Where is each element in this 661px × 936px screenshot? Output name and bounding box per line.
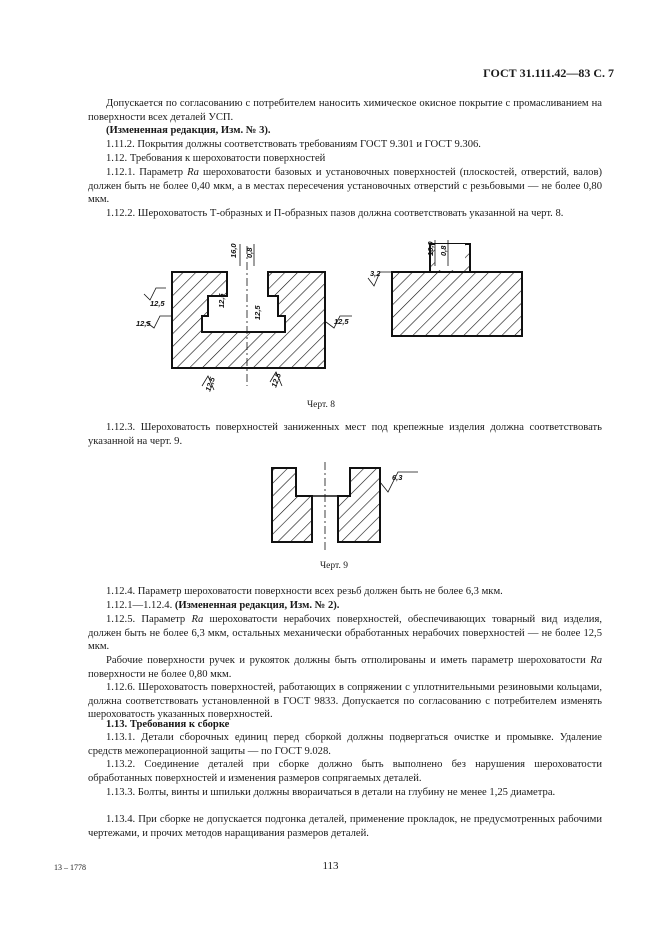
roughness-mark-bottom-125-b — [269, 371, 283, 389]
svg-text:12,5: 12,5 — [150, 299, 165, 308]
svg-text:12,5: 12,5 — [217, 293, 226, 308]
paragraph-handles: Рабочие поверхности ручек и рукояток должны быть отполированы и иметь параметр шероховатости Ra поверхности не более 0,80 мкм. — [88, 655, 602, 680]
roughness-mark-right-125 — [326, 316, 352, 328]
figure-9-caption: Черт. 9 — [320, 561, 348, 571]
figure-9 — [268, 462, 428, 552]
svg-text:12,5: 12,5 — [203, 375, 217, 393]
paragraph-1-12-6: 1.12.6. Шероховатость поверхностей, работающих в сопряжении с уплотнительными резиновыми кольцами, должна соответствовать установленной в ГОСТ 9833. Допускается по согласованию с потребителем изменять шероховатость указанных поверхностей. — [88, 682, 602, 721]
counterbore-left-wall — [272, 468, 312, 542]
roughness-mark-u-08 — [439, 245, 448, 256]
svg-text:12,5: 12,5 — [269, 371, 283, 389]
paragraph-coating: Допускается по согласованию с потребителем наносить химическое окисное покрытие с промасливанием на поверхности всех деталей УСП. — [88, 98, 602, 123]
paragraph-1-13-4: 1.13.4. При сборке не допускается подгонка деталей, применение прокладок, не предусмотренных рабочими чертежами, и прочих методов наращивания размеров деталей. — [88, 814, 602, 839]
roughness-mark-16 — [229, 243, 240, 266]
paragraph-1-12-4: 1.12.4. Параметр шероховатости поверхности всех резьб должен быть не более 6,3 мкм. — [106, 586, 503, 597]
counterbore-right-wall — [338, 468, 380, 542]
roughness-mark-08 — [245, 244, 254, 266]
paragraph-1-13-1: 1.13.1. Детали сборочных единиц перед сборкой должны подвергаться очистке и промывке. Удаление средств межоперационной защиты — по ГОСТ 9.028. — [88, 732, 602, 757]
svg-text:0,8: 0,8 — [439, 245, 448, 256]
roughness-mark-inner-125 — [217, 293, 262, 320]
figure-8-caption: Черт. 8 — [307, 400, 335, 410]
svg-text:12,5: 12,5 — [334, 317, 349, 326]
roughness-mark-left-125-a — [144, 288, 166, 308]
t-slot-section — [172, 272, 325, 368]
svg-text:12,5: 12,5 — [136, 319, 151, 328]
paragraph-1-13-3: 1.13.3. Болты, винты и шпильки должны ввораичаться в детали на глубину не менее 1,25 диаметра. — [106, 787, 556, 798]
roughness-mark-bottom-125-a — [202, 375, 217, 393]
roughness-mark-32 — [368, 269, 392, 286]
paragraph-amendment-2: 1.12.1—1.12.4. (Измененная редакция, Изм. № 2). — [106, 600, 340, 611]
svg-text:16,0: 16,0 — [229, 243, 238, 258]
svg-text:3,2: 3,2 — [370, 269, 381, 278]
paragraph-amendment-3: (Измененная редакция, Изм. № 3). — [106, 125, 271, 136]
paragraph-1-13-2: 1.13.2. Соединение деталей при сборке должно быть выполнено без нарушения шероховатости обработанных поверхностей и изменения размеров сопрягаемых деталей. — [88, 759, 602, 784]
figure-8-drawing — [130, 236, 540, 396]
paragraph-1-12-1: 1.12.1. Параметр Ra шероховатости базовых и установочных поверхностей (плоскостей, отверстий, валов) должен быть не более 0,40 мкм, а в местах пересечения установочных отверстий с резьбовыми — не более 0,80 мкм. — [88, 167, 602, 206]
roughness-mark-left-125-b — [136, 316, 172, 328]
svg-text:6,3: 6,3 — [392, 473, 403, 482]
paragraph-1-12: 1.12. Требования к шероховатости поверхностей — [106, 153, 326, 164]
paragraph-1-11-2: 1.11.2. Покрытия должны соответствовать требованиям ГОСТ 9.301 и ГОСТ 9.306. — [106, 139, 481, 150]
roughness-mark-u-16 — [426, 241, 435, 256]
figure-8 — [130, 236, 540, 396]
paragraph-1-12-5: 1.12.5. Параметр Ra шероховатости нерабочих поверхностей, обеспечивающих товарный вид изделия, должен быть не более 6,3 мкм, остальных механически обработанных нерабочих поверхностей — не более 12,5 мкм. — [88, 614, 602, 653]
paragraph-1-13: 1.13. Требования к сборке — [106, 719, 230, 730]
roughness-mark-63 — [380, 472, 418, 492]
page-number: 113 — [322, 860, 339, 872]
paragraph-1-12-3: 1.12.3. Шероховатость поверхностей заниженных мест под крепежные изделия должна соответствовать указанной на черт. 9. — [88, 422, 602, 447]
svg-text:16,0: 16,0 — [426, 241, 435, 256]
page-header: ГОСТ 31.111.42—83 С. 7 — [483, 66, 614, 80]
svg-text:12,5: 12,5 — [253, 305, 262, 320]
paragraph-1-12-2: 1.12.2. Шероховатость Т-образных и П-образных пазов должна соответствовать указанной на черт. 8. — [106, 208, 564, 219]
svg-text:0,8: 0,8 — [245, 247, 254, 258]
footer-code: 13 – 1778 — [54, 863, 86, 872]
figure-9-drawing — [268, 462, 428, 552]
